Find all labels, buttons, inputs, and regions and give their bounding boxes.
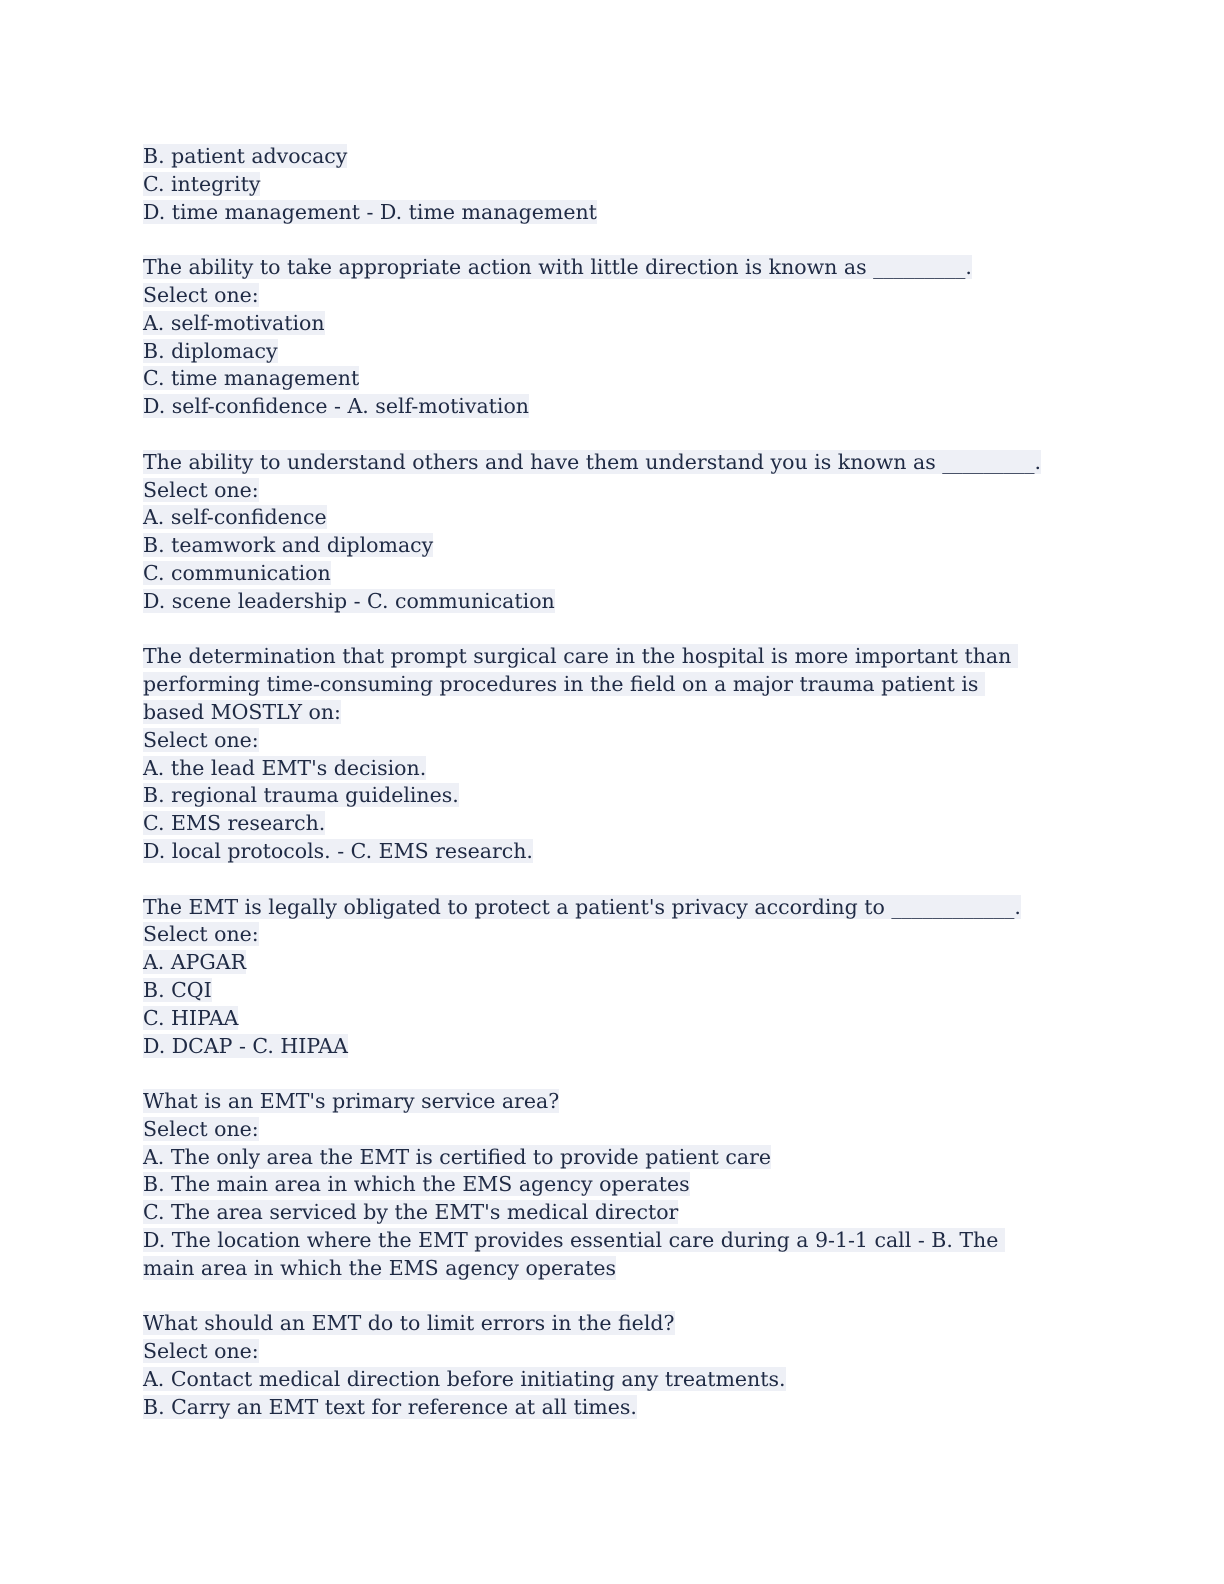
answer-line: D. scene leadership - C. communication: [143, 588, 555, 613]
option-line: C. HIPAA: [143, 1005, 239, 1030]
document-page: [143, 143, 1043, 1422]
question-text: What should an EMT do to limit errors in the field?: [143, 1311, 675, 1336]
answer-line: D. time management - D. time management: [143, 199, 597, 224]
option-line: B. diplomacy: [143, 338, 278, 363]
question-text: The ability to take appropriate action with little direction is known as _________.: [143, 255, 972, 280]
option-line: B. The main area in which the EMS agency operates: [143, 1172, 690, 1197]
question-text: The EMT is legally obligated to protect a patient's privacy according to ____________.: [143, 894, 1021, 919]
question-text: The determination that prompt surgical care in the hospital is more important than performing time-consuming procedures in the field on a major trauma patient is based MOSTLY on:: [143, 644, 1018, 724]
select-prompt: Select one:: [143, 1116, 259, 1141]
option-line: A. Contact medical direction before initiating any treatments.: [143, 1367, 786, 1392]
option-line: B. patient advocacy: [143, 144, 348, 168]
answer-line: D. local protocols. - C. EMS research.: [143, 838, 533, 863]
option-line: B. Carry an EMT text for reference at all times.: [143, 1394, 637, 1419]
question-text: What is an EMT's primary service area?: [143, 1089, 560, 1114]
option-line: C. time management: [143, 366, 360, 391]
question-block: [143, 894, 1043, 1061]
option-line: B. regional trauma guidelines.: [143, 783, 459, 808]
option-line: B. teamwork and diplomacy: [143, 533, 434, 558]
option-line: C. communication: [143, 560, 331, 585]
select-prompt: Select one:: [143, 922, 259, 947]
select-prompt: Select one:: [143, 282, 259, 307]
question-block: [143, 643, 1043, 865]
question-fragment: [143, 143, 1043, 226]
select-prompt: Select one:: [143, 1339, 259, 1364]
option-line: A. the lead EMT's decision.: [143, 755, 427, 780]
question-text: The ability to understand others and have them understand you is known as _________.: [143, 449, 1042, 474]
question-block: [143, 254, 1043, 421]
option-line: A. APGAR: [143, 950, 247, 975]
answer-line: D. The location where the EMT provides essential care during a 9-1-1 call - B. The main area in which the EMS agency operates: [143, 1228, 1005, 1280]
question-block: [143, 449, 1043, 616]
option-line: C. The area serviced by the EMT's medical director: [143, 1200, 679, 1225]
answer-line: D. DCAP - C. HIPAA: [143, 1033, 348, 1058]
question-block: [143, 1310, 1043, 1421]
option-line: A. self-confidence: [143, 505, 327, 530]
option-line: C. integrity: [143, 171, 261, 196]
option-line: A. self-motivation: [143, 310, 325, 335]
option-line: A. The only area the EMT is certified to provide patient care: [143, 1144, 772, 1169]
question-block: [143, 1088, 1043, 1283]
option-line: C. EMS research.: [143, 811, 326, 836]
select-prompt: Select one:: [143, 727, 259, 752]
select-prompt: Select one:: [143, 477, 259, 502]
answer-line: D. self-confidence - A. self-motivation: [143, 394, 530, 419]
option-line: B. CQI: [143, 977, 212, 1002]
